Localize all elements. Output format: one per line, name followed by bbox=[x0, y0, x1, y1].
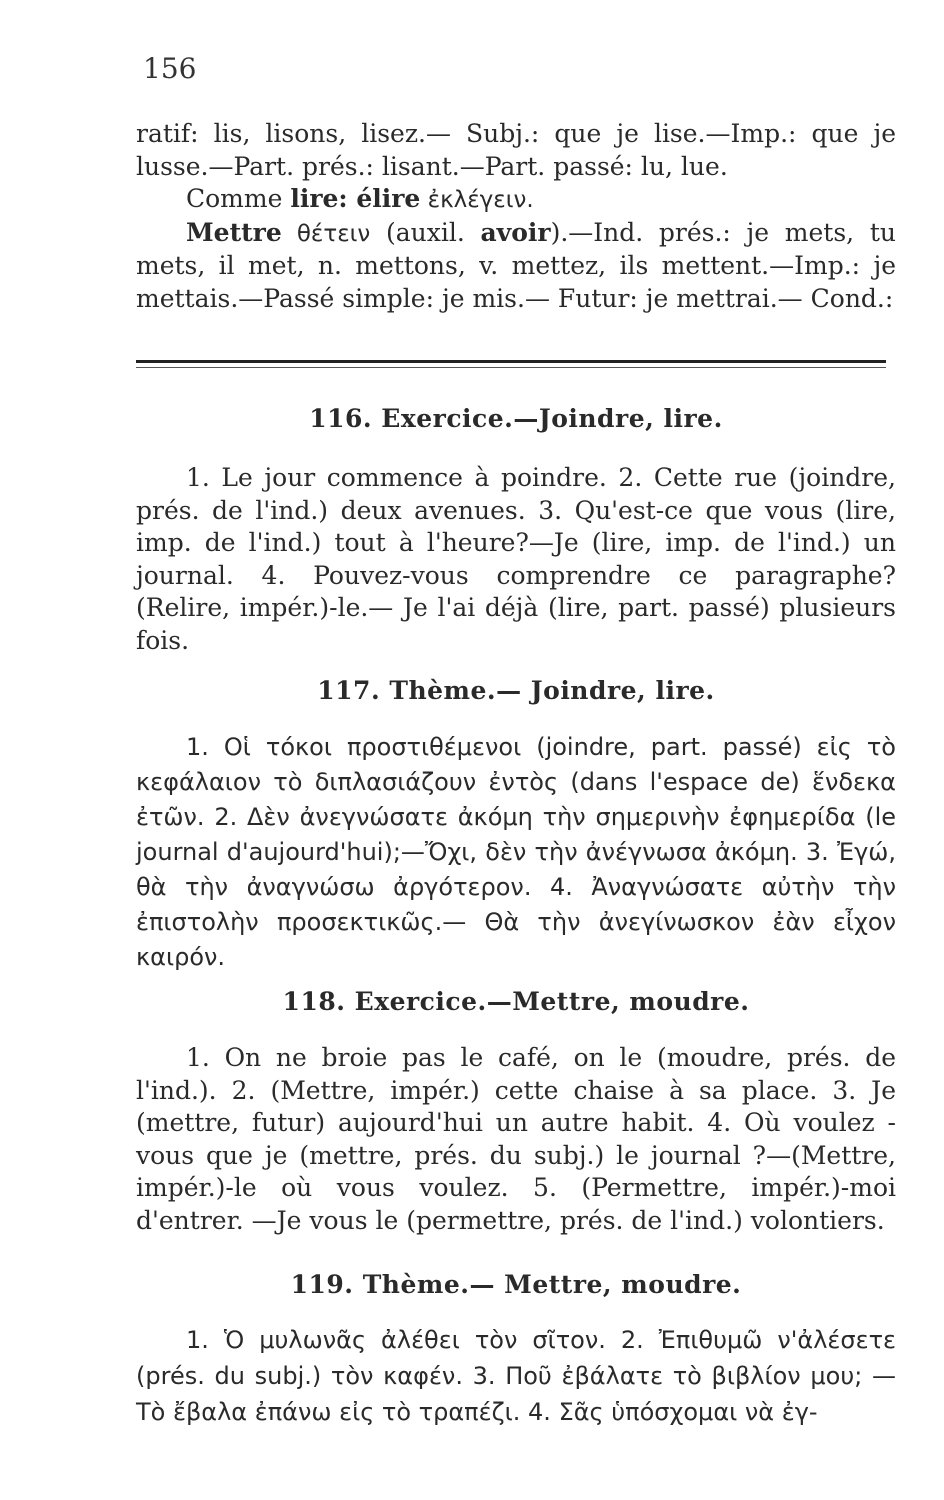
comme-bold: lire: élire bbox=[290, 184, 421, 213]
section-119-body bbox=[136, 1322, 896, 1430]
mettre-paragraph bbox=[136, 217, 896, 316]
comme-greek: ἐκλέγειν. bbox=[420, 187, 534, 213]
section-116-text: 1. Le jour commence à poindre. 2. Cette rue (joindre, prés. de l'ind.) deux avenues. 3. Qu'est-ce que vous (lire, imp. de l'ind.) tout à l'heure?—Je (lire, imp. de l'ind.) un journal. 4. Pouvez-vous comprendre ce paragraphe? (Relire, impér.)-le.— Je l'ai déjà (lire, part. passé) plusieurs fois. bbox=[136, 463, 896, 655]
section-116-heading: 116. Exercice.—Joindre, lire. bbox=[309, 404, 723, 433]
mettre-rest: (auxil. bbox=[370, 217, 481, 247]
mettre-conjugation: ).—Ind. prés.: je mets, tu mets, il met, n. mettons, v. mettez, ils mettent.—Imp.: je mettais.—Passé simple: je mis.— Futur: je mettrai.— Cond.: bbox=[136, 217, 896, 313]
conjugation-lire-text: ratif: lis, lisons, lisez.— Subj.: que je lise.—Imp.: que je lusse.—Part. prés.: lisant.—Part. passé: lu, lue. bbox=[136, 119, 896, 181]
section-117-heading: 117. Thème.— Joindre, lire. bbox=[317, 676, 715, 705]
mettre-greek: θέτειν bbox=[281, 220, 371, 247]
intro-block bbox=[136, 118, 896, 315]
section-117-text: 1. Οἱ τόκοι προστιθέμενοι (joindre, part. passé) εἰς τὸ κεφάλαιον τὸ διπλασιάζουν ἐντὸς (dans l'espace de) ἕνδεκα ἐτῶν. 2. Δὲν ἀνεγνώσατε ἀκόμη τὴν σημερινὴν ἐφημερίδα (le journal d'aujourd'hui);—Ὄχι, δὲν τὴν ἀνέγνωσα ἀκόμη. 3. Ἐγώ, θὰ τὴν ἀναγνώσω ἀργότερον. 4. Ἀναγνώσατε αὐτὴν τὴν ἐπιστολὴν προσεκτικῶς.— Θὰ τὴν ἀνεγίνωσκον ἐὰν εἶχον καιρόν. bbox=[136, 733, 896, 971]
section-118-body bbox=[136, 1042, 896, 1237]
section-118-text: 1. On ne broie pas le café, on le (moudre, prés. de l'ind.). 2. (Mettre, impér.) cette chaise à sa place. 3. Je (mettre, futur) aujourd'hui un autre habit. 4. Où voulez -vous que je (mettre, prés. du subj.) le journal ?—(Mettre, impér.)-le où vous voulez. 5. (Permettre, impér.)-moi d'entrer. —Je vous le (permettre, prés. de l'ind.) volontiers. bbox=[136, 1043, 896, 1235]
divider-rule-thin bbox=[136, 367, 886, 368]
section-119-text: 1. Ὁ μυλωνᾶς ἀλέθει τὸν σῖτον. 2. Ἐπιθυμῶ ν'ἀλέσετε (prés. du subj.) τὸν καφέν. 3. Ποῦ ἐβάλατε τὸ βιβλίον μου; —Τὸ ἔβαλα ἐπάνω εἰς τὸ τραπέζι. 4. Σᾶς ὑπόσχομαι νὰ ἐγ- bbox=[136, 1326, 896, 1426]
page-number: 156 bbox=[143, 52, 197, 85]
section-118-heading: 118. Exercice.—Mettre, moudre. bbox=[282, 987, 750, 1016]
mettre-bold: Mettre bbox=[186, 217, 282, 247]
divider-rule-thick bbox=[136, 360, 886, 363]
section-116-body bbox=[136, 462, 896, 657]
comme-prefix: Comme bbox=[186, 184, 291, 213]
mettre-avoir: avoir bbox=[480, 217, 551, 247]
section-117-body bbox=[136, 730, 896, 975]
section-119-heading: 119. Thème.— Mettre, moudre. bbox=[290, 1270, 742, 1299]
comme-line bbox=[136, 183, 896, 217]
